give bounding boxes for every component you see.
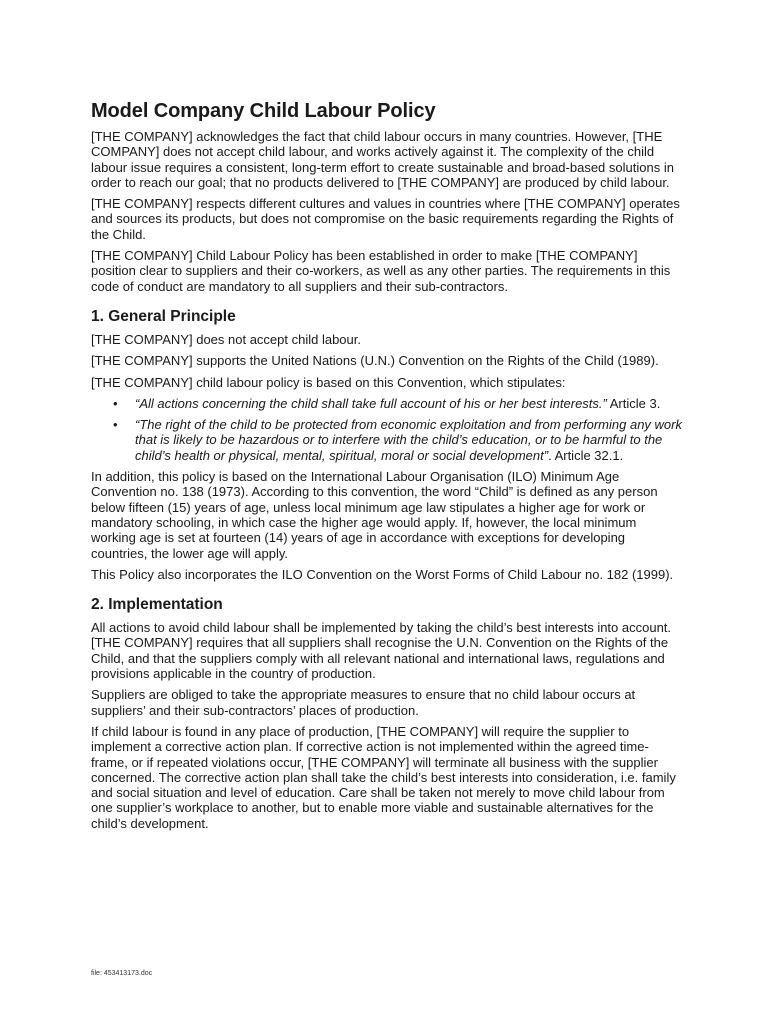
bullet-icon: • — [113, 395, 118, 411]
convention-quotes-list — [91, 396, 683, 463]
file-footer: file: 453413173.doc — [91, 970, 153, 977]
quote-text: “All actions concerning the child shall take full account of his or her best interests.” — [135, 395, 607, 411]
article-reference: Article 3. — [606, 395, 661, 411]
section1-paragraph-3: [THE COMPANY] child labour policy is based on this Convention, which stipulates: — [91, 374, 566, 390]
list-item — [113, 417, 683, 463]
intro-paragraph-1: [THE COMPANY] acknowledges the fact that child labour occurs in many countries. However, [THE COMPANY] does not accept child labour, and works actively against it. The complexity of the child labour issue requires a consistent, long-term effort to create sustainable and broad-based solutions in order to reach our goal; that no products delivered to [THE COMPANY] are produced by child labour. — [91, 129, 674, 190]
section2-paragraph-1: All actions to avoid child labour shall be implemented by taking the child’s best interests into account. [THE COMPANY] requires that all suppliers shall recognise the U.N. Convention on the Rights of the Child, and that the suppliers comply with all relevant national and international laws, regulations and provisions applicable in the country of production. — [91, 620, 672, 682]
bullet-icon: • — [113, 417, 118, 433]
section2-paragraph-3: If child labour is found in any place of production, [THE COMPANY] will require the supplier to implement a corrective action plan. If corrective action is not implemented within the agreed time-frame, or if repeated violations occur, [THE COMPANY] will terminate all business with the supplier concerned. The corrective action plan shall take the child’s best interests into consideration, i.e. family and social situation and level of education. Care shall be taken not merely to move child labour from one supplier’s workplace to another, but to enable more viable and sustainable alternatives for the child’s development. — [91, 723, 676, 831]
section2-paragraph-2: Suppliers are obliged to take the appropriate measures to ensure that no child labour occurs at suppliers’ and their sub-contractors’ places of production. — [91, 687, 636, 718]
intro-paragraph-3: [THE COMPANY] Child Labour Policy has been established in order to make [THE COMPANY] position clear to suppliers and their co-workers, as well as any other parties. The requirements in this code of conduct are mandatory to all suppliers and their sub-contractors. — [91, 248, 671, 294]
document-page — [91, 100, 683, 837]
section1-paragraph-4: In addition, this policy is based on the International Labour Organisation (ILO) Minimum Age Convention no. 138 (1973). According to this convention, the word “Child” is defined as any person below fifteen (15) years of age, unless local minimum age law stipulates a higher age for work or mandatory schooling, in which case the higher age would apply. If, however, the local minimum working age is set at fourteen (14) years of age in accordance with exceptions for developing countries, the lower age will apply. — [91, 469, 658, 561]
intro-paragraph-2: [THE COMPANY] respects different cultures and values in countries where [THE COMPANY] operates and sources its products, but does not compromise on the basic requirements regarding the Rights of the Child. — [91, 196, 680, 242]
document-title: Model Company Child Labour Policy — [91, 100, 436, 122]
section-heading-general-principle: 1. General Principle — [91, 307, 236, 325]
list-item — [113, 395, 683, 411]
section1-paragraph-5: This Policy also incorporates the ILO Convention on the Worst Forms of Child Labour no. 182 (1999). — [91, 566, 674, 582]
quote-text: “The right of the child to be protected from economic exploitation and from performing any work that is likely to be hazardous or to interfere with the child’s education, or to be harmful to the child’s health or physical, mental, spiritual, moral or social development” — [135, 417, 682, 463]
section-heading-implementation: 2. Implementation — [91, 596, 223, 614]
section1-paragraph-2: [THE COMPANY] supports the United Nations (U.N.) Convention on the Rights of the Child (1989). — [91, 353, 659, 369]
section1-paragraph-1: [THE COMPANY] does not accept child labour. — [91, 331, 361, 347]
article-reference: . Article 32.1. — [548, 447, 624, 463]
